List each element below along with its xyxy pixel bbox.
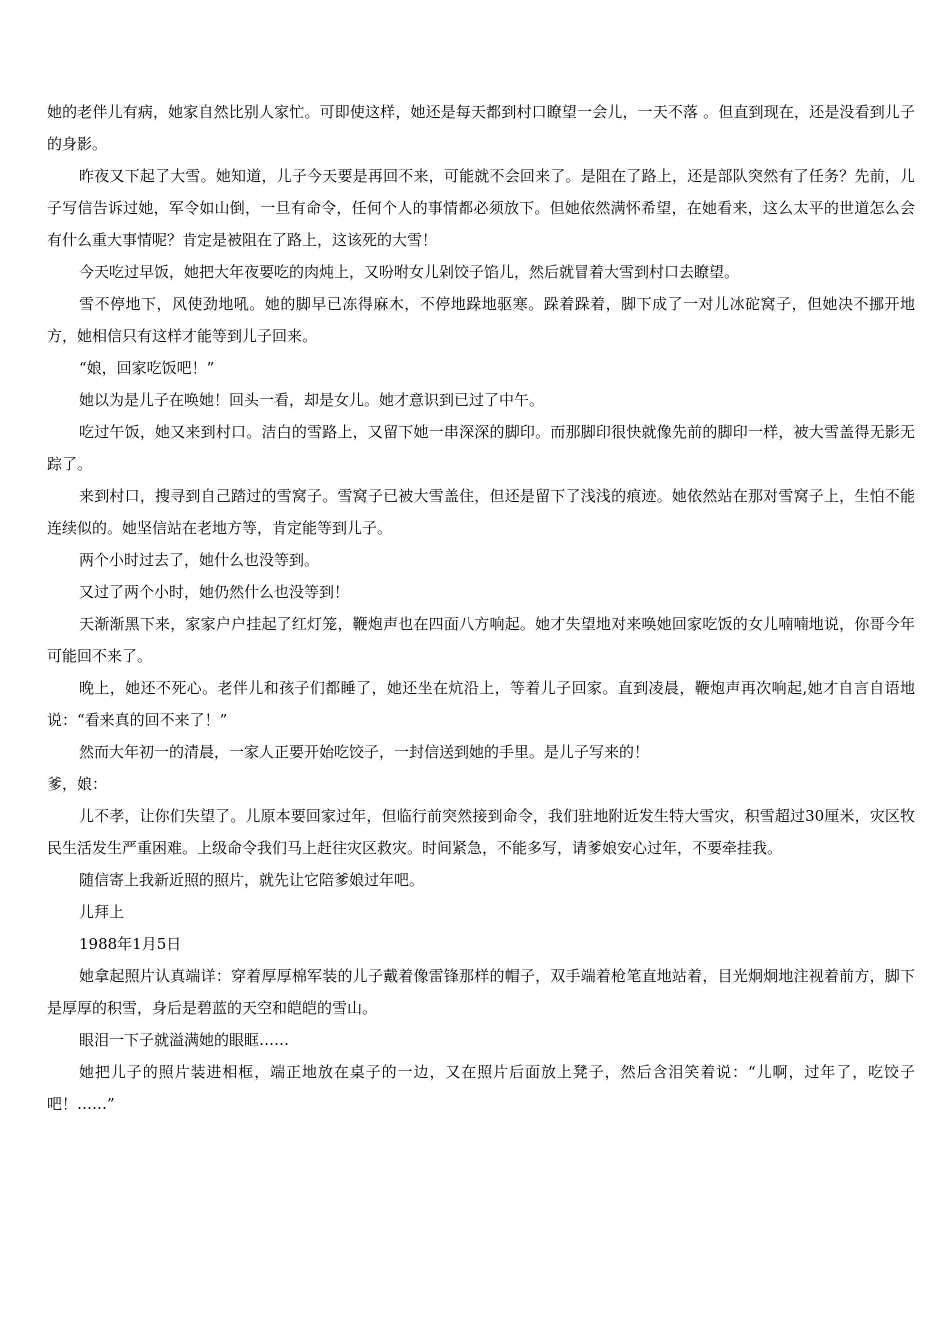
paragraph: 眼泪一下子就溢满她的眼眶……: [79, 1031, 290, 1049]
paragraph: 两个小时过去了，她什么也没等到。: [79, 551, 320, 569]
letter-date: 1988年1月5日: [79, 935, 182, 953]
paragraph: 昨夜又下起了大雪。她知道，儿子今天要是再回不来，可能就不会回来了。是阻在了路上，还是部队突然有了任务？先前，儿子写信告诉过她，军令如山倒，一旦有命令，任何个人的事情都必须放下。但她依然满怀希望，在她看来，这么太平的世道怎么会有什么重大事情呢？肯定是被阻在了路上，这该死的大雪！: [47, 167, 915, 249]
paragraph: 天渐渐黑下来，家家户户挂起了红灯笼，鞭炮声也在四面八方响起。她才失望地对来唤她回家吃饭的女儿喃喃地说，你哥今年可能回不来了。: [47, 615, 915, 665]
paragraph: 她拿起照片认真端详：穿着厚厚棉军装的儿子戴着像雷锋那样的帽子，双手端着枪笔直地站着，目光炯炯地注视着前方，脚下是厚厚的积雪，身后是碧蓝的天空和皑皑的雪山。: [47, 967, 915, 1017]
paragraph: 今天吃过早饭，她把大年夜要吃的肉炖上，又吩咐女儿剁饺子馅儿，然后就冒着大雪到村口去瞭望。: [79, 263, 740, 281]
document-body: [47, 96, 915, 1120]
paragraph: 然而大年初一的清晨，一家人正要开始吃饺子，一封信送到她的手里。是儿子写来的！: [79, 743, 650, 761]
paragraph: 来到村口，搜寻到自己踏过的雪窝子。雪窝子已被大雪盖住，但还是留下了浅浅的痕迹。她依然站在那对雪窝子上，生怕不能连续似的。她坚信站在老地方等，肯定能等到儿子。: [47, 487, 915, 537]
paragraph: 又过了两个小时，她仍然什么也没等到！: [79, 583, 350, 601]
paragraph: 晚上，她还不死心。老伴儿和孩子们都睡了，她还坐在炕沿上，等着儿子回家。直到凌晨，鞭炮声再次响起,她才自言自语地说：“看来真的回不来了！”: [47, 679, 915, 729]
letter-body: 随信寄上我新近照的照片，就先让它陪爹娘过年吧。: [79, 871, 425, 889]
letter-signature: 儿拜上: [79, 903, 125, 921]
paragraph: 吃过午饭，她又来到村口。洁白的雪路上，又留下她一串深深的脚印。而那脚印很快就像先前的脚印一样，被大雪盖得无影无踪了。: [47, 423, 915, 473]
paragraph: 她以为是儿子在唤她！回头一看，却是女儿。她才意识到已过了中午。: [79, 391, 545, 409]
paragraph: 她把儿子的照片装进相框，端正地放在桌子的一边，又在照片后面放上凳子，然后含泪笑着说：“儿啊，过年了，吃饺子吧！……”: [47, 1063, 915, 1113]
letter-salutation: 爹，娘：: [47, 775, 108, 793]
paragraph: 她的老伴儿有病，她家自然比别人家忙。可即使这样，她还是每天都到村口瞭望一会儿，一天不落 。但直到现在，还是没看到儿子的身影。: [47, 103, 915, 153]
letter-body: 儿不孝，让你们失望了。儿原本要回家过年，但临行前突然接到命令，我们驻地附近发生特大雪灾，积雪超过30厘米，灾区牧民生活发生严重困难。上级命令我们马上赶往灾区救灾。时间紧急，不能多写，请爹娘安心过年，不要牵挂我。: [47, 807, 915, 857]
paragraph: 雪不停地下，风使劲地吼。她的脚早已冻得麻木，不停地跺地驱寒。跺着跺着，脚下成了一对儿冰砣窝子，但她决不挪开地方，她相信只有这样才能等到儿子回来。: [47, 295, 915, 345]
paragraph: “娘，回家吃饭吧！”: [79, 359, 215, 377]
